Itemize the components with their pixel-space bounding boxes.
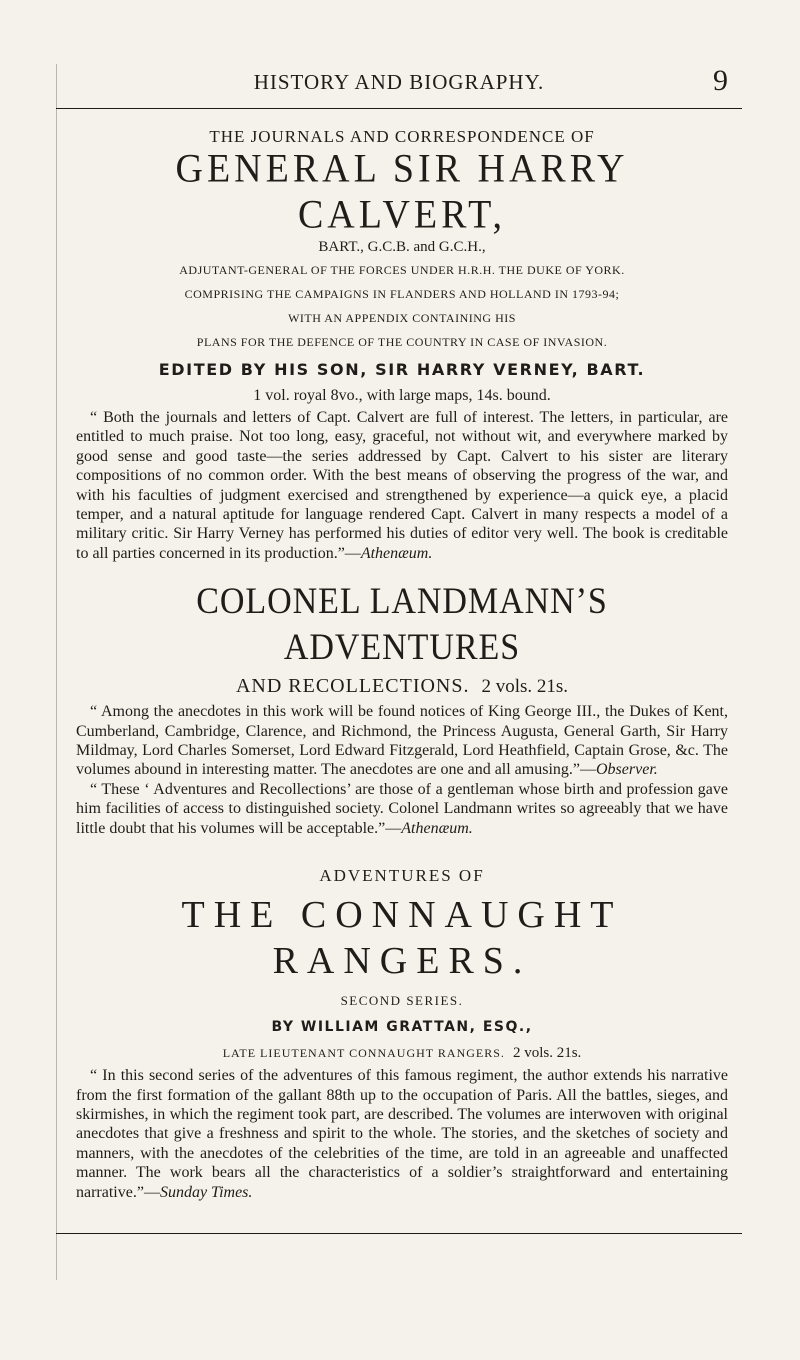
landmann-subtitle-line bbox=[76, 671, 728, 702]
header-rule bbox=[56, 108, 742, 109]
connaught-pretitle: ADVENTURES OF bbox=[319, 866, 485, 886]
calvert-subtitle-line2: COMPRISING THE CAMPAIGNS IN FLANDERS AND HOLLAND IN 1793-94; bbox=[184, 287, 620, 301]
calvert-honours: BART., G.C.B. and G.C.H., bbox=[318, 239, 486, 255]
book-page bbox=[56, 40, 742, 1280]
connaught-author: BY WILLIAM GRATTAN, ESQ., bbox=[271, 1019, 533, 1036]
running-head-title: HISTORY AND BIOGRAPHY. bbox=[253, 70, 545, 94]
connaught-rank-line bbox=[76, 1040, 728, 1066]
connaught-volumes: 2 vols. 21s. bbox=[512, 1045, 582, 1062]
connaught-title: THE CONNAUGHT RANGERS. bbox=[181, 894, 623, 983]
page-number: 9 bbox=[713, 64, 728, 97]
connaught-rank: LATE LIEUTENANT CONNAUGHT RANGERS. bbox=[222, 1046, 505, 1061]
connaught-review bbox=[76, 1066, 728, 1202]
footer-rule bbox=[56, 1233, 742, 1234]
landmann-volumes: 2 vols. 21s. bbox=[481, 676, 569, 698]
connaught-advertisement bbox=[76, 860, 728, 1202]
calvert-subtitle-line4: PLANS FOR THE DEFENCE OF THE COUNTRY IN CASE OF INVASION. bbox=[196, 335, 608, 349]
calvert-review-text: “ Both the journals and letters of Capt. Calvert are full of interest. The letters, in particular, are entitled to much praise. Not too long, easy, graceful, not without wit, and everywhere marked by good sense and good taste—the series addressed by Capt. Calvert to his sister are literary compositions of no common order. With the best means of observing the progress of the war, and with his faculties of judgment exercised and strengthened by experience—a quick eye, a placid temper, and a natural aptitude for language rendered Capt. Calvert in many respects a model of a military critic. Sir Harry Verney has performed his duties of editor very well. The book is creditable to all parties concerned in its production.”— bbox=[76, 409, 728, 562]
calvert-advertisement bbox=[76, 126, 728, 563]
landmann-review2-text: “ These ‘ Adventures and Recollections’ are those of a gentleman whose birth and profession gave him facilities of access to distinguished society. Colonel Landmann writes so agreeably that we have little doubt that his volumes will be acceptable.”— bbox=[76, 780, 728, 837]
connaught-series: SECOND SERIES. bbox=[340, 993, 464, 1009]
page-edge-rule bbox=[56, 64, 57, 1280]
calvert-subtitle-line1: ADJUTANT-GENERAL OF THE FORCES UNDER H.R.H. THE DUKE OF YORK. bbox=[179, 263, 625, 277]
calvert-heading-line1: THE JOURNALS AND CORRESPONDENCE OF bbox=[209, 127, 595, 146]
landmann-review-observer bbox=[76, 702, 728, 780]
running-head bbox=[56, 64, 742, 106]
calvert-editor: EDITED BY HIS SON, SIR HARRY VERNEY, BART. bbox=[158, 360, 646, 379]
landmann-review-athenaeum bbox=[76, 780, 728, 838]
landmann-title: COLONEL LANDMANN’S ADVENTURES bbox=[196, 581, 608, 669]
calvert-heading-line2: GENERAL SIR HARRY CALVERT, bbox=[175, 146, 629, 238]
calvert-subtitle-line3: WITH AN APPENDIX CONTAINING HIS bbox=[288, 311, 516, 325]
advertisement-column bbox=[76, 124, 728, 1202]
calvert-review-source: Athenæum. bbox=[360, 544, 433, 562]
landmann-subtitle: AND RECOLLECTIONS. bbox=[235, 675, 470, 698]
calvert-price: 1 vol. royal 8vo., with large maps, 14s. bound. bbox=[253, 387, 551, 404]
calvert-review bbox=[76, 408, 728, 563]
landmann-advertisement bbox=[76, 579, 728, 838]
landmann-review1-text: “ Among the anecdotes in this work will be found notices of King George III., the Dukes of Kent, Cumberland, Cambridge, Clarence, and Richmond, the Princess Augusta, General Garth, Sir Harry Mildmay, Lord Charles Somerset, Lord Edward Fitzgerald, Lord Heathfield, Captain Grose, &c. The volumes abound in interesting matter. The anecdotes are one and all amusing.”— bbox=[76, 703, 728, 779]
landmann-review2-source: Athenæum. bbox=[401, 819, 473, 837]
landmann-review1-source: Observer. bbox=[596, 761, 658, 779]
connaught-review-source: Sunday Times. bbox=[159, 1183, 253, 1201]
connaught-review-text: “ In this second series of the adventures of this famous regiment, the author extends his narrative from the first formation of the gallant 88th up to the occupation of Paris. All the battles, sieges, and skirmishes, in which the regiment took part, are described. The volumes are interwoven with original anecdotes that give a freshness and spirit to the whole. The stories, and the sketches of society and manners, with the anecdotes of the celebrities of the time, are told in an agreeable and unaffected manner. The work bears all the characteristics of a soldier’s straightforward and entertaining narrative.”— bbox=[76, 1067, 728, 1201]
